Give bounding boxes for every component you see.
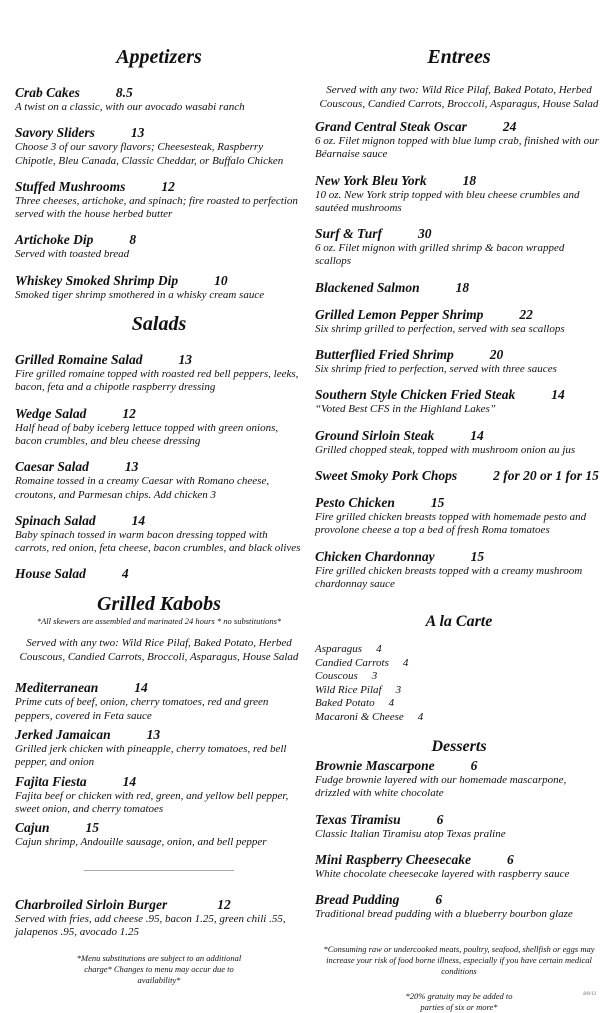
menu-item [315, 347, 603, 376]
item-price: 10 [214, 272, 228, 288]
item-price: 4 [388, 697, 395, 710]
item-name: Sweet Smoky Pork Chops [315, 467, 458, 483]
menu-item [15, 513, 303, 556]
alacarte-item [315, 657, 603, 671]
item-price: 6 [507, 852, 514, 868]
item-desc: Fudge brownie layered with our homemade mascarpone, drizzled with white chocolate [315, 774, 567, 800]
item-desc: Served with fries, add cheese .95, bacon 1.25, green chili .55, jalapenos .95, avocado 1.25 [15, 912, 286, 938]
kabobs-heading: Grilled Kabobs [97, 593, 221, 616]
alacarte-item [315, 670, 603, 684]
alacarte-list [315, 643, 603, 724]
menu-item [315, 812, 603, 841]
item-desc: Fire grilled romaine topped with roasted red bell peppers, leeks, bacon, feta and a chipotle raspberry dressing [15, 368, 299, 394]
item-name: Chicken Chardonnay [315, 548, 435, 564]
menu-item [315, 226, 603, 269]
item-name: Surf & Turf [315, 226, 383, 242]
item-name: Macaroni & Cheese [315, 710, 404, 723]
item-name: Crab Cakes [15, 85, 80, 100]
item-price: 3 [395, 683, 402, 696]
menu-item [15, 459, 303, 502]
item-name: Ground Sirloin Steak [315, 427, 435, 443]
menu-item [315, 549, 603, 592]
item-price: 8 [129, 232, 137, 248]
item-desc: Half head of baby iceberg lettuce topped with green onions, bacon crumbles, and bleu cheese dressing [15, 421, 279, 447]
menu-item [315, 852, 603, 881]
item-name: Grilled Lemon Pepper Shrimp [315, 306, 484, 322]
item-desc: Served with toasted bread [15, 248, 130, 261]
item-desc: “Voted Best CFS in the Highland Lakes” [315, 403, 496, 416]
item-desc: Grilled chopped steak, topped with mushroom onion au jus [315, 443, 576, 456]
menu-item [15, 727, 303, 770]
menu-item [315, 387, 603, 416]
appetizers-heading: Appetizers [116, 46, 202, 68]
item-desc: Grilled jerk chicken with pineapple, cherry tomatoes, red bell pepper, and onion [15, 743, 287, 769]
item-price: 12 [161, 178, 175, 194]
item-desc: A twist on a classic, with our avocado wasabi ranch [15, 101, 245, 113]
item-price: 15 [470, 548, 485, 564]
item-desc: Three cheeses, artichoke, and spinach; fire roasted to perfection served with the house herbed butter [15, 194, 298, 221]
item-price: 30 [418, 226, 432, 242]
menu-item [315, 280, 603, 296]
item-price: 2 for 20 or 1 for 15 [493, 467, 599, 483]
item-name: Texas Tiramisu [315, 811, 401, 827]
item-name: Pesto Chicken [315, 494, 395, 510]
alacarte-item [315, 684, 603, 698]
item-name: Charbroiled Sirloin Burger [15, 896, 168, 912]
item-price: 14 [551, 387, 565, 403]
item-price: 18 [462, 172, 477, 188]
item-desc: 10 oz. New York strip topped with bleu cheese crumbles and sautéed mushrooms [315, 188, 580, 214]
right-column [315, 46, 603, 1013]
item-price: 24 [502, 119, 517, 134]
item-desc: Prime cuts of beef, onion, cherry tomatoes, red and green peppers, covered in Feta sauce [15, 696, 269, 722]
menu-item [315, 307, 603, 336]
menu-item [15, 179, 303, 222]
item-price: 13 [178, 352, 193, 368]
menu-item [315, 495, 603, 538]
item-desc: Baby spinach tossed in warm bacon dressing topped with carrots, red onion, feta cheese, bacon crumbles, and black olives [15, 528, 301, 555]
item-desc: 6 oz. Filet mignon topped with blue lump crab, finished with our Béarnaise sauce [315, 135, 599, 161]
item-name: Butterflied Fried Shrimp [315, 347, 454, 363]
item-name: Mediterranean [15, 680, 99, 696]
item-desc: Six shrimp grilled to perfection, served with sea scallops [315, 322, 565, 335]
item-name: Grilled Romaine Salad [15, 352, 143, 368]
item-price: 18 [455, 279, 470, 295]
item-desc: Traditional bread pudding with a blueberry bourbon glaze [315, 908, 573, 921]
menu-item [15, 566, 303, 582]
item-price: 14 [134, 680, 148, 696]
item-name: Grand Central Steak Oscar [315, 119, 467, 134]
item-name: Cajun [15, 820, 50, 836]
menu-item [15, 273, 303, 302]
menu-item [15, 125, 303, 168]
item-name: Artichoke Dip [15, 232, 94, 248]
item-price: 22 [519, 306, 533, 322]
kabobs-served-with: Served with any two: Wild Rice Pilaf, Baked Potato, Herbed Couscous, Candied Carrots, Broccoli, Asparagus, House Salad [19, 637, 299, 664]
left-column [15, 46, 303, 986]
item-desc: Cajun shrimp, Andouille sausage, onion, and bell pepper [15, 836, 267, 849]
item-price: 6 [435, 892, 443, 908]
item-name: Baked Potato [315, 697, 375, 710]
item-price: 14 [470, 427, 484, 443]
item-name: New York Bleu York [315, 172, 427, 188]
item-desc: Choose 3 of our savory flavors; Cheesesteak, Raspberry Chipotle, Bleu Canada, Classic Cheddar, or Buffalo Chicken [15, 141, 284, 167]
item-name: Blackened Salmon [315, 279, 420, 295]
item-name: Spinach Salad [15, 512, 96, 528]
item-price: 12 [122, 405, 136, 421]
item-desc: Fajita beef or chicken with red, green, and yellow bell pepper, sweet onion, and cherry tomatoes [15, 789, 289, 815]
item-price: 14 [122, 773, 137, 789]
menu-item [15, 820, 303, 849]
item-desc: 6 oz. Filet mignon with grilled shrimp & bacon wrapped scallops [315, 242, 565, 268]
menu-item [15, 352, 303, 395]
menu-item [315, 173, 603, 216]
item-price: 13 [124, 459, 139, 475]
menu-item [315, 428, 603, 457]
item-price: 13 [146, 727, 161, 743]
item-price: 4 [417, 710, 424, 723]
menu-item [315, 119, 603, 162]
item-name: Caesar Salad [15, 459, 89, 475]
item-name: Southern Style Chicken Fried Steak [315, 387, 516, 403]
menu-item [15, 680, 303, 723]
entrees-list [315, 119, 603, 591]
entrees-heading: Entrees [427, 46, 491, 68]
desserts-heading: Desserts [431, 738, 487, 756]
item-desc: Fire grilled chicken breasts topped with a creamy mushroom chardonnay sauce [315, 564, 583, 590]
item-name: Fajita Fiesta [15, 773, 87, 789]
item-name: Asparagus [315, 643, 363, 656]
kabobs-list [15, 680, 303, 849]
menu-item [15, 774, 303, 817]
alacarte-item [315, 643, 603, 657]
salads-heading: Salads [131, 313, 187, 336]
divider [84, 870, 234, 871]
menu-item [15, 406, 303, 449]
item-name: Whiskey Smoked Shrimp Dip [15, 272, 179, 288]
gratuity-note: *20% gratuity may be added to parties of six or more* [405, 990, 513, 1012]
burger-item [15, 897, 303, 940]
item-price: 4 [121, 566, 129, 582]
item-name: Bread Pudding [315, 892, 400, 908]
menu-item [15, 232, 303, 261]
item-price: 13 [130, 125, 145, 141]
alacarte-item [315, 711, 603, 725]
item-price: 4 [402, 656, 409, 669]
item-price: 15 [85, 820, 100, 836]
item-desc: Six shrimp fried to perfection, served with three sauces [315, 363, 557, 376]
item-desc: Romaine tossed in a creamy Caesar with Romano cheese, croutons, and Parmesan chips. Add chicken 3 [15, 475, 270, 501]
item-price: 3 [371, 670, 378, 683]
item-price: 15 [430, 494, 445, 510]
menu-item [15, 85, 303, 114]
item-name: Couscous [315, 670, 358, 683]
appetizers-list [15, 85, 303, 302]
item-desc: Classic Italian Tiramisu atop Texas praline [315, 827, 506, 840]
item-desc: Smoked tiger shrimp smothered in a whisky cream sauce [15, 288, 265, 301]
salads-list [15, 352, 303, 582]
item-price: 20 [489, 347, 504, 363]
item-desc: White chocolate cheesecake layered with raspberry sauce [315, 868, 570, 881]
item-name: Savory Sliders [15, 125, 95, 141]
item-price: 6 [470, 758, 478, 774]
alacarte-heading: A la Carte [425, 613, 493, 631]
desserts-list [315, 758, 603, 921]
entrees-served-with: Served with any two: Wild Rice Pilaf, Baked Potato, Herbed Couscous, Candied Carrots, Broccoli, Asparagus, House Salad [319, 84, 599, 110]
substitutions-note: *Menu substitutions are subject to an additional charge* Changes to menu may occur due to availability* [76, 953, 242, 986]
menu-code: 8/8/13 [583, 992, 596, 997]
item-name: Wedge Salad [15, 405, 87, 421]
item-price: 6 [436, 811, 444, 827]
menu-item [315, 468, 603, 484]
item-price: 8.5 [115, 85, 133, 100]
item-name: Mini Raspberry Cheesecake [315, 852, 471, 868]
item-price: 14 [131, 512, 146, 528]
food-safety-warning: *Consuming raw or undercooked meats, poultry, seafood, shellfish or eggs may increase your risk of food borne illness, especially if you have certain medical conditions [323, 943, 595, 976]
item-name: House Salad [15, 566, 86, 582]
item-name: Jerked Jamaican [15, 727, 111, 743]
kabobs-note: *All skewers are assembled and marinated 24 hours * no substitutions* [36, 616, 282, 627]
menu-item [315, 892, 603, 921]
alacarte-item [315, 697, 603, 711]
item-name: Stuffed Mushrooms [15, 178, 126, 194]
item-name: Wild Rice Pilaf [315, 683, 382, 696]
menu-item [315, 758, 603, 801]
item-price: 12 [217, 896, 231, 912]
item-desc: Fire grilled chicken breasts topped with homemade pesto and provolone cheese a top a bed of fresh Roma tomatoes [315, 510, 587, 537]
item-name: Candied Carrots [315, 656, 389, 669]
item-name: Brownie Mascarpone [315, 758, 435, 774]
item-price: 4 [376, 643, 382, 656]
